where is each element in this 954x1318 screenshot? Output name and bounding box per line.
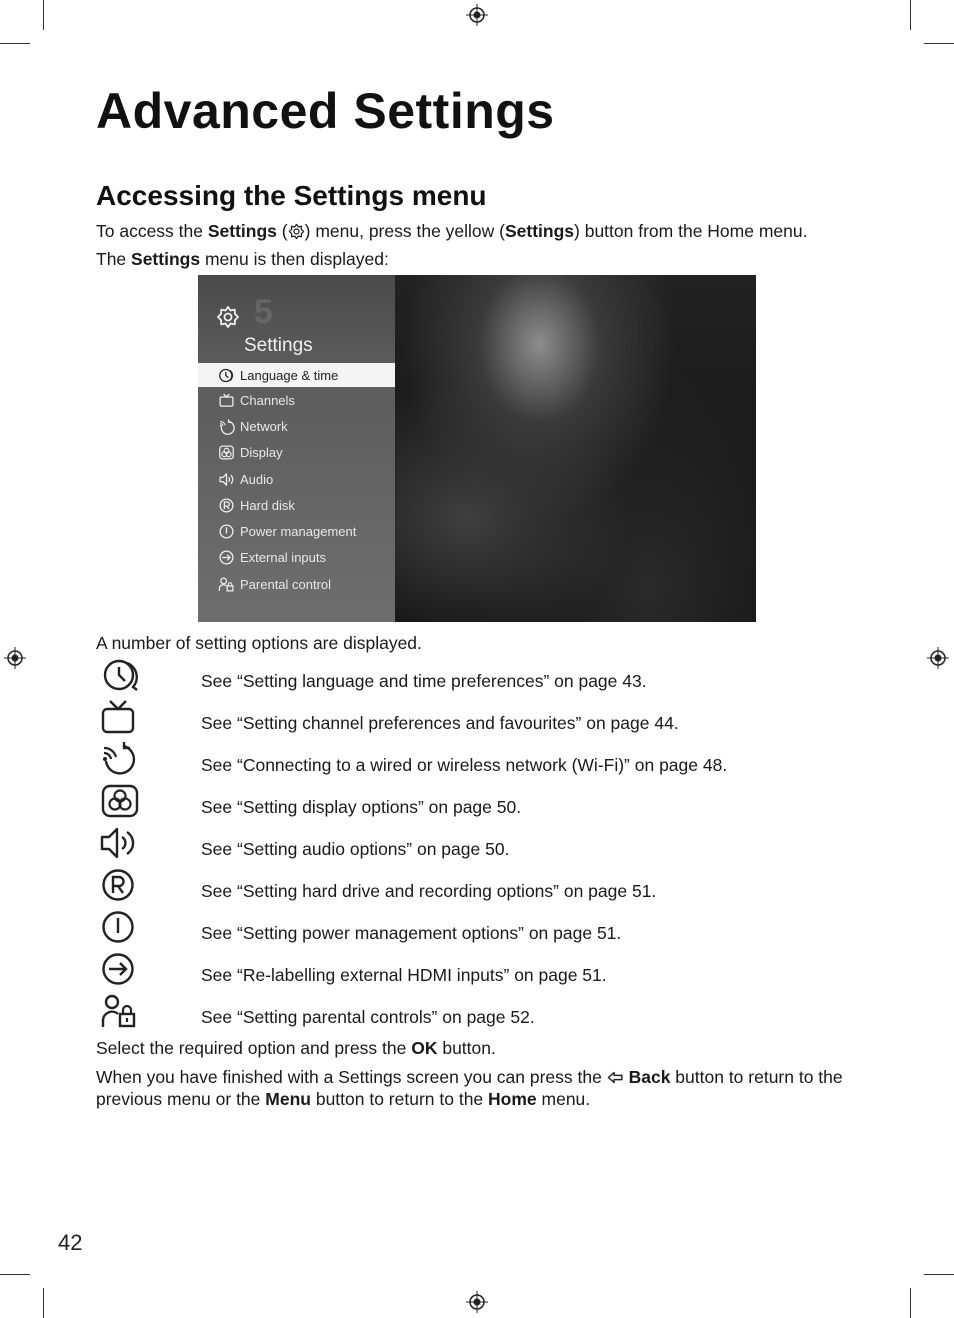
finish-instruction: When you have finished with a Settings screen you can press the Back button to return to the previous menu or the Menu button to return to the Home menu. xyxy=(96,1067,843,1109)
back-arrow-icon xyxy=(607,1069,624,1086)
menu-item-power-management[interactable]: Power management xyxy=(198,518,395,544)
reference-row: See “Setting hard drive and recording options” on page 51. xyxy=(100,867,860,907)
section-heading: Accessing the Settings menu xyxy=(96,180,487,211)
gear-icon xyxy=(216,305,240,329)
settings-title: Settings xyxy=(244,335,313,356)
tv-icon xyxy=(218,392,235,409)
speaker-icon xyxy=(218,471,235,488)
menu-item-parental-control[interactable]: Parental control xyxy=(198,571,395,597)
page-title: Advanced Settings xyxy=(96,83,555,139)
intro-line-2: The Settings menu is then displayed: xyxy=(96,249,389,269)
registration-mark-icon xyxy=(466,4,488,26)
record-icon xyxy=(100,867,140,903)
page-number: 42 xyxy=(58,1230,83,1255)
crop-mark xyxy=(0,43,30,44)
network-icon xyxy=(100,741,140,777)
video-background xyxy=(395,275,756,622)
input-icon xyxy=(218,549,235,566)
menu-item-hard-disk[interactable]: Hard disk xyxy=(198,492,395,518)
reference-row: See “Connecting to a wired or wireless network (Wi-Fi)” on page 48. xyxy=(100,741,860,781)
speaker-icon xyxy=(100,825,140,861)
reference-row: See “Setting audio options” on page 50. xyxy=(100,825,860,865)
registration-mark-icon xyxy=(466,1291,488,1313)
select-instruction: Select the required option and press the OK button. xyxy=(96,1038,496,1058)
gear-icon xyxy=(288,223,305,240)
crop-mark xyxy=(924,1274,954,1275)
reference-row: See “Setting display options” on page 50. xyxy=(100,783,860,823)
clock-icon xyxy=(218,367,235,384)
crop-mark xyxy=(0,1274,30,1275)
record-icon xyxy=(218,497,235,514)
reference-row: See “Re-labelling external HDMI inputs” on page 51. xyxy=(100,951,860,991)
power-icon xyxy=(100,909,140,945)
intro-line-1: To access the Settings ( ) menu, press the yellow (Settings) button from the Home menu. xyxy=(96,221,808,241)
crop-mark xyxy=(43,1288,44,1318)
network-icon xyxy=(218,418,235,435)
menu-item-channels[interactable]: Channels xyxy=(198,387,395,413)
registration-mark-icon xyxy=(927,647,949,669)
reference-row: See “Setting parental controls” on page 52. xyxy=(100,993,860,1033)
menu-item-network[interactable]: Network xyxy=(198,413,395,439)
tv-icon xyxy=(100,699,140,735)
menu-item-audio[interactable]: Audio xyxy=(198,466,395,492)
display-icon xyxy=(100,783,140,819)
clock-icon xyxy=(100,657,140,693)
menu-item-language-time[interactable]: Language & time xyxy=(198,363,395,387)
crop-mark xyxy=(910,0,911,30)
reference-row: See “Setting language and time preferences” on page 43. xyxy=(100,657,860,697)
parental-icon xyxy=(218,576,235,593)
menu-item-external-inputs[interactable]: External inputs xyxy=(198,545,395,571)
input-icon xyxy=(100,951,140,987)
settings-menu-screenshot xyxy=(198,275,756,622)
display-icon xyxy=(218,444,235,461)
power-icon xyxy=(218,523,235,540)
crop-mark xyxy=(910,1288,911,1318)
options-intro: A number of setting options are displayed. xyxy=(96,633,422,653)
crop-mark xyxy=(43,0,44,30)
settings-menu-list xyxy=(198,363,395,597)
ghost-digit: 5 xyxy=(254,293,273,331)
crop-mark xyxy=(924,43,954,44)
reference-row: See “Setting power management options” on page 51. xyxy=(100,909,860,949)
parental-icon xyxy=(100,993,140,1029)
menu-item-display[interactable]: Display xyxy=(198,440,395,466)
reference-row: See “Setting channel preferences and favourites” on page 44. xyxy=(100,699,860,739)
registration-mark-icon xyxy=(4,647,26,669)
settings-panel xyxy=(198,275,395,622)
